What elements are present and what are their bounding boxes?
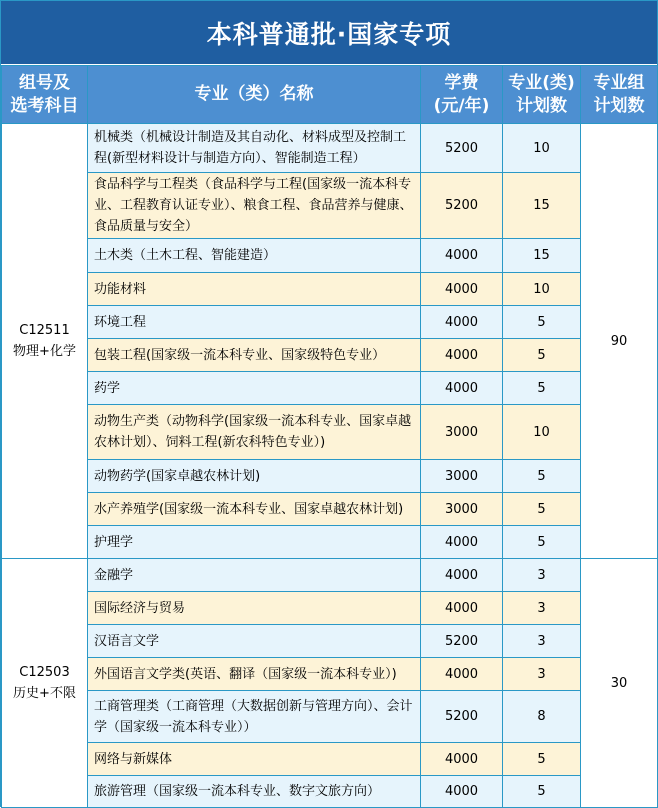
tuition-cell: 5200 bbox=[421, 691, 503, 743]
group-subjects: 历史+不限 bbox=[13, 686, 76, 701]
group-plan-cell: 90 bbox=[581, 124, 658, 559]
major-plan-cell: 10 bbox=[503, 273, 581, 306]
major-plan-cell: 5 bbox=[503, 776, 581, 808]
major-name-cell: 旅游管理（国家级一流本科专业、数字文旅方向） bbox=[88, 776, 421, 808]
table-row bbox=[2, 460, 658, 493]
tuition-cell: 4000 bbox=[421, 239, 503, 273]
tuition-cell: 4000 bbox=[421, 526, 503, 559]
table-row bbox=[2, 273, 658, 306]
tuition-cell: 3000 bbox=[421, 460, 503, 493]
tuition-cell: 4000 bbox=[421, 339, 503, 372]
major-name-header: 专业（类）名称 bbox=[88, 66, 421, 124]
major-plan-header: 专业(类) 计划数 bbox=[503, 66, 581, 124]
major-name-cell: 网络与新媒体 bbox=[88, 743, 421, 776]
major-name-cell: 机械类（机械设计制造及其自动化、材料成型及控制工程(新型材料设计与制造方向）、智能制造工程） bbox=[88, 124, 421, 173]
table-row bbox=[2, 625, 658, 658]
table-row bbox=[2, 173, 658, 239]
table-row bbox=[2, 493, 658, 526]
tuition-cell: 4000 bbox=[421, 743, 503, 776]
page-title: 本科普通批·国家专项 bbox=[1, 1, 657, 64]
table-row bbox=[2, 691, 658, 743]
major-name-cell: 包装工程(国家级一流本科专业、国家级特色专业） bbox=[88, 339, 421, 372]
group-subject-cell bbox=[2, 559, 88, 808]
group-code: C12503 bbox=[19, 665, 70, 680]
tuition-cell: 4000 bbox=[421, 559, 503, 592]
tuition-cell: 5200 bbox=[421, 625, 503, 658]
major-plan-cell: 8 bbox=[503, 691, 581, 743]
major-plan-cell: 15 bbox=[503, 239, 581, 273]
major-name-cell: 外国语言文学类(英语、翻译（国家级一流本科专业）) bbox=[88, 658, 421, 691]
tuition-cell: 3000 bbox=[421, 405, 503, 460]
tuition-cell: 4000 bbox=[421, 592, 503, 625]
table-row bbox=[2, 743, 658, 776]
table-row bbox=[2, 372, 658, 405]
table-row bbox=[2, 124, 658, 173]
tuition-cell: 5200 bbox=[421, 124, 503, 173]
major-plan-cell: 3 bbox=[503, 658, 581, 691]
tuition-cell: 5200 bbox=[421, 173, 503, 239]
table-row bbox=[2, 306, 658, 339]
major-name-cell: 护理学 bbox=[88, 526, 421, 559]
major-plan-cell: 15 bbox=[503, 173, 581, 239]
table-body bbox=[2, 124, 658, 808]
major-plan-cell: 5 bbox=[503, 743, 581, 776]
tuition-cell: 4000 bbox=[421, 306, 503, 339]
major-name-cell: 金融学 bbox=[88, 559, 421, 592]
tuition-header: 学费 (元/年) bbox=[421, 66, 503, 124]
major-name-cell: 药学 bbox=[88, 372, 421, 405]
major-name-cell: 国际经济与贸易 bbox=[88, 592, 421, 625]
table-row bbox=[2, 405, 658, 460]
major-name-cell: 汉语言文学 bbox=[88, 625, 421, 658]
major-name-cell: 环境工程 bbox=[88, 306, 421, 339]
major-name-cell: 食品科学与工程类（食品科学与工程(国家级一流本科专业、工程教育认证专业）、粮食工程、食品营养与健康、食品质量与安全） bbox=[88, 173, 421, 239]
major-plan-cell: 3 bbox=[503, 625, 581, 658]
group-subject-cell bbox=[2, 124, 88, 559]
major-plan-cell: 5 bbox=[503, 493, 581, 526]
table-row bbox=[2, 526, 658, 559]
table-row bbox=[2, 776, 658, 808]
group-plan-header: 专业组 计划数 bbox=[581, 66, 658, 124]
group-subjects: 物理+化学 bbox=[13, 344, 76, 359]
table-row bbox=[2, 339, 658, 372]
major-plan-cell: 10 bbox=[503, 405, 581, 460]
table-row bbox=[2, 239, 658, 273]
group-subject-header: 组号及 选考科目 bbox=[2, 66, 88, 124]
admission-plan-table bbox=[1, 65, 658, 808]
major-plan-cell: 5 bbox=[503, 306, 581, 339]
tuition-cell: 4000 bbox=[421, 776, 503, 808]
tuition-cell: 4000 bbox=[421, 372, 503, 405]
table-row bbox=[2, 592, 658, 625]
major-plan-cell: 5 bbox=[503, 460, 581, 493]
table-header-row bbox=[2, 66, 658, 124]
tuition-cell: 4000 bbox=[421, 273, 503, 306]
table-row bbox=[2, 658, 658, 691]
major-name-cell: 功能材料 bbox=[88, 273, 421, 306]
major-name-cell: 工商管理类（工商管理（大数据创新与管理方向）、会计学（国家级一流本科专业）） bbox=[88, 691, 421, 743]
major-name-cell: 土木类（土木工程、智能建造） bbox=[88, 239, 421, 273]
major-name-cell: 动物药学(国家卓越农林计划) bbox=[88, 460, 421, 493]
major-name-cell: 水产养殖学(国家级一流本科专业、国家卓越农林计划) bbox=[88, 493, 421, 526]
tuition-cell: 3000 bbox=[421, 493, 503, 526]
major-plan-cell: 5 bbox=[503, 372, 581, 405]
major-name-cell: 动物生产类（动物科学(国家级一流本科专业、国家卓越农林计划）、饲料工程(新农科特色专业）) bbox=[88, 405, 421, 460]
major-plan-cell: 5 bbox=[503, 526, 581, 559]
major-plan-cell: 3 bbox=[503, 592, 581, 625]
table-row bbox=[2, 559, 658, 592]
tuition-cell: 4000 bbox=[421, 658, 503, 691]
group-plan-cell: 30 bbox=[581, 559, 658, 808]
major-plan-cell: 10 bbox=[503, 124, 581, 173]
major-plan-cell: 3 bbox=[503, 559, 581, 592]
major-plan-cell: 5 bbox=[503, 339, 581, 372]
group-code: C12511 bbox=[19, 323, 70, 338]
